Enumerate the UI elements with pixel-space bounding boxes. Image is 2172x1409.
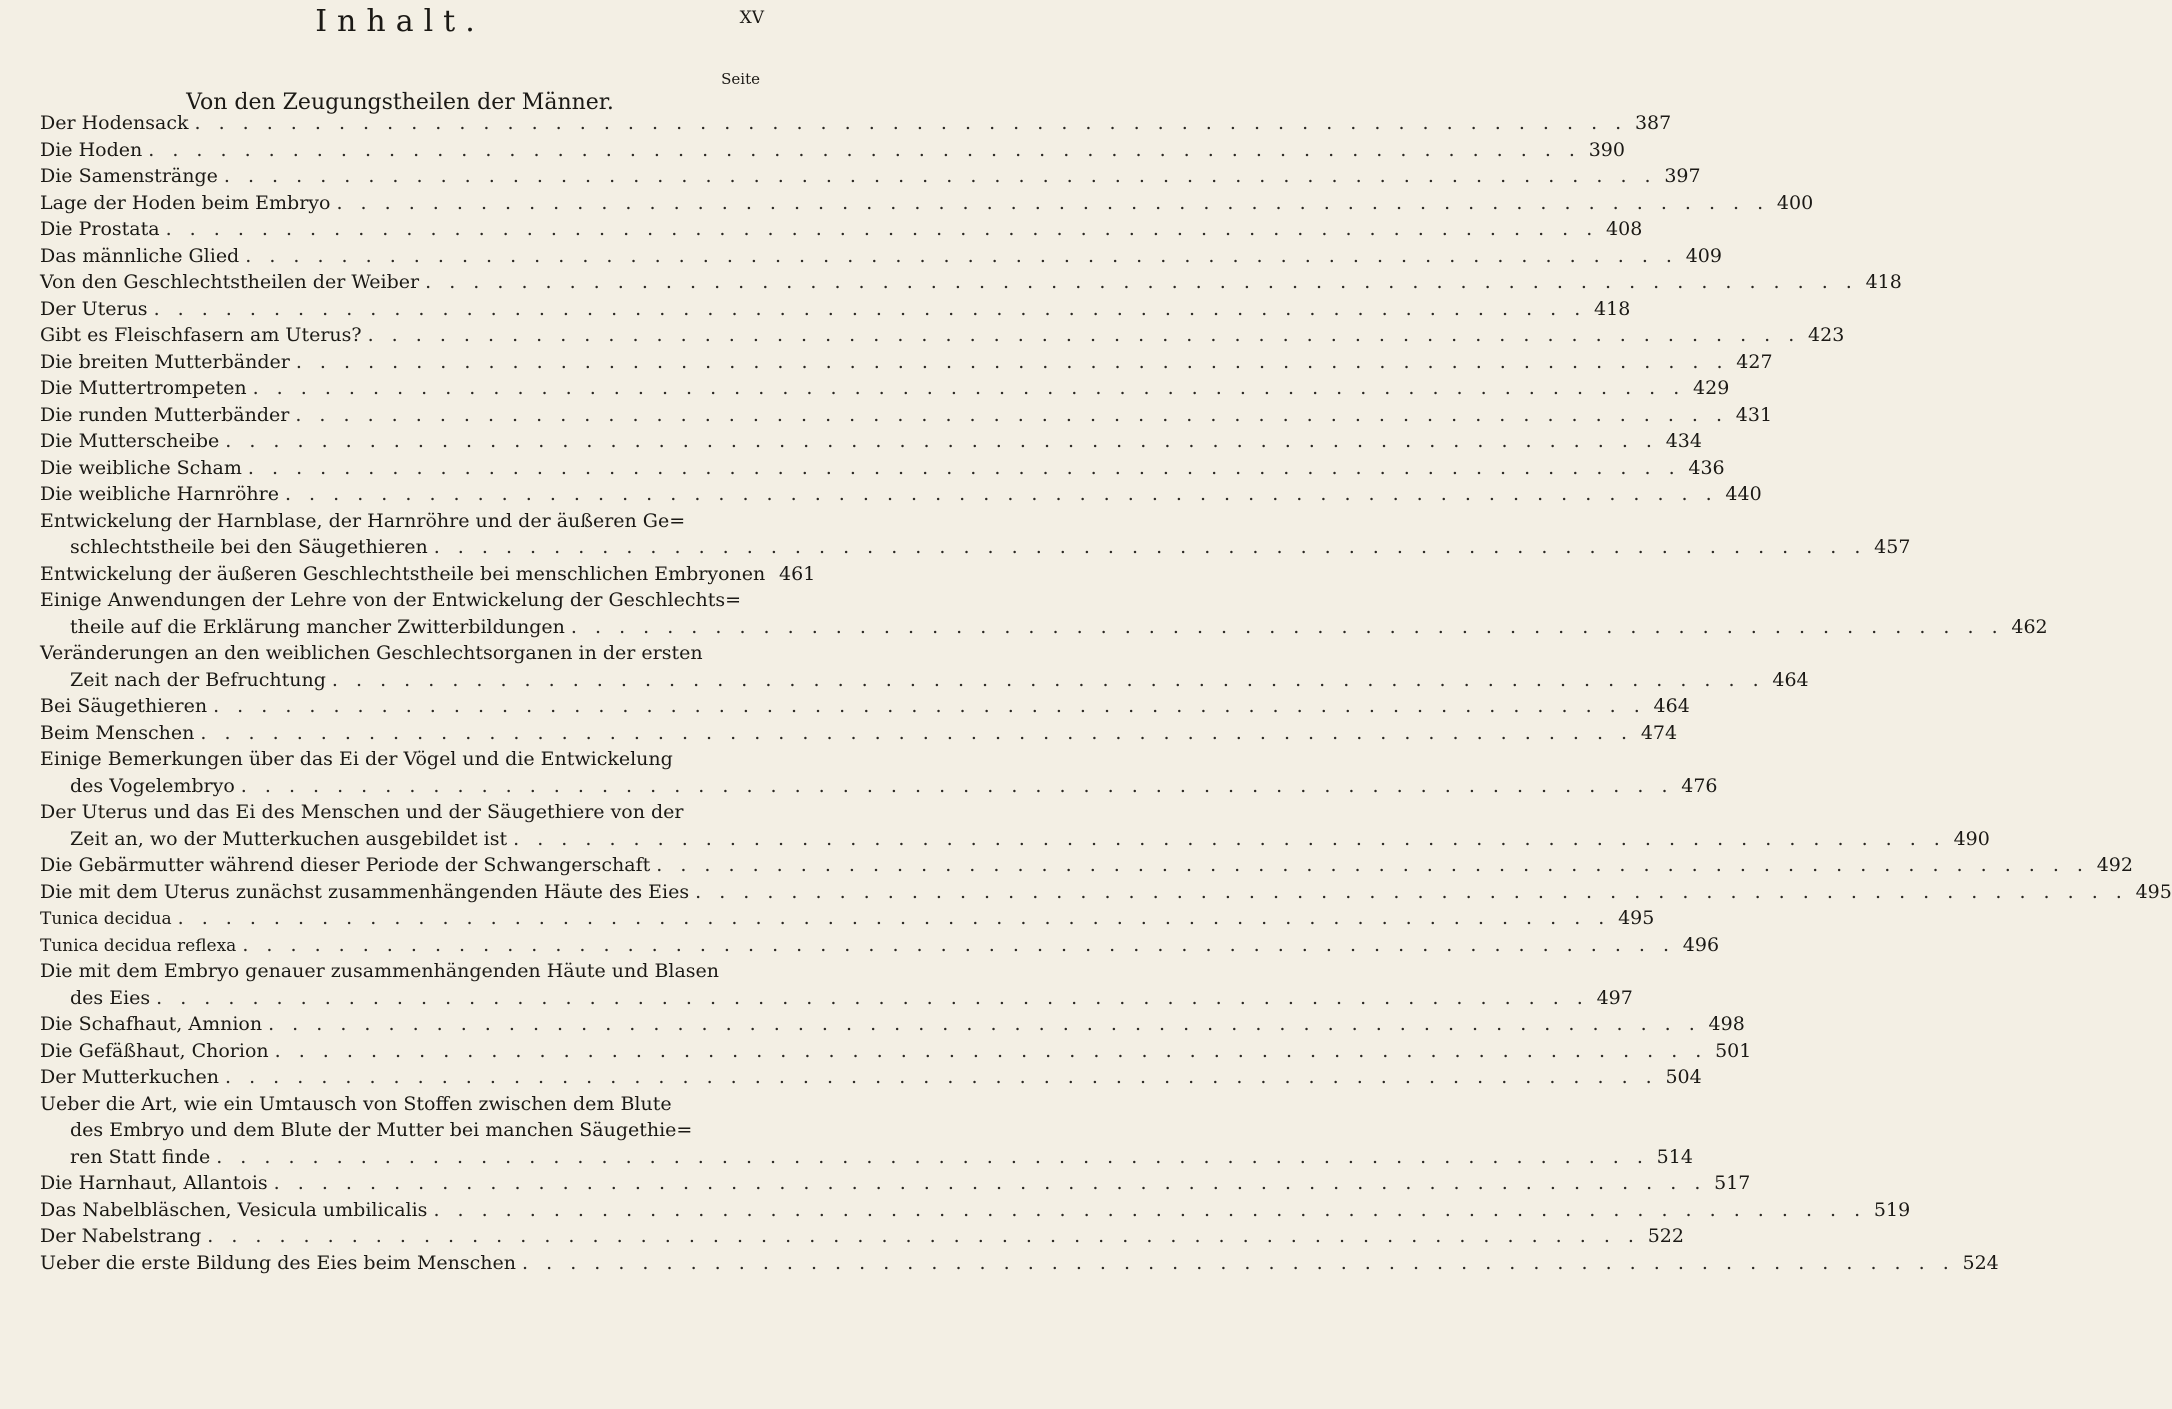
toc-entry	[40, 720, 1678, 746]
toc-entry-label: Lage der Hoden beim Embryo	[40, 191, 331, 214]
leader-dots: . . . . . . . . . . . . . . . . . . . . . . . . . . . . . . . . . . . . . . . . . . . . . . . . . . . . . . . . . . . .	[245, 244, 1678, 267]
toc-entry	[40, 879, 2172, 905]
leader-dots: . . . . . . . . . . . . . . . . . . . . . . . . . . . . . . . . . . . . . . . . . . . . . . . . . . . . . . . . . . . .	[367, 324, 1801, 346]
toc-entry-label: Die breiten Mutterbänder	[40, 350, 290, 373]
toc-entry-label: Das Nabelbläschen, Vesicula umbilicalis	[40, 1198, 428, 1221]
toc-page-number: 400	[1776, 191, 1814, 214]
toc-entry-label: Ueber die erste Bildung des Eies beim Menschen	[40, 1251, 517, 1274]
toc-entry	[40, 1223, 1684, 1249]
toc-entry-label: theile auf die Erklärung mancher Zwitterbildungen	[70, 615, 565, 638]
toc-page-number: 427	[1736, 350, 1773, 373]
toc-entry	[40, 1011, 1745, 1037]
toc-entry-label: schlechtstheile bei den Säugethieren	[70, 536, 428, 558]
toc-entry	[40, 1170, 1751, 1196]
toc-entry-line: Der Uterus und das Ei des Menschen und der Säugethiere von der	[40, 801, 684, 823]
toc-entry-label: Die Samenstränge	[40, 165, 218, 187]
toc-entry	[40, 163, 1701, 189]
leader-dots: . . . . . . . . . . . . . . . . . . . . . . . . . . . . . . . . . . . . . . . . . . . . . . . . . . . . . . . . . . . .	[240, 774, 1674, 797]
toc-page-number: 504	[1665, 1066, 1702, 1088]
leader-dots: . . . . . . . . . . . . . . . . . . . . . . . . . . . . . . . . . . . . . . . . . . . . . . . . . . . . . . . . . . . .	[274, 1039, 1708, 1062]
toc-entry	[40, 852, 2133, 878]
toc-entry	[40, 932, 1720, 958]
toc-entry-label: Der Nabelstrang	[40, 1225, 202, 1247]
toc-entry-label: Die weibliche Harnröhre	[40, 483, 279, 505]
toc-page-number: 434	[1665, 430, 1702, 452]
leader-dots: . . . . . . . . . . . . . . . . . . . . . . . . . . . . . . . . . . . . . . . . . . . . . . . . . . . . . . . . . . . .	[295, 403, 1729, 426]
toc-page-number: 492	[2096, 854, 2133, 876]
toc-entry-label: Die Harnhaut, Allantois	[40, 1172, 268, 1194]
toc-page-number: 522	[1647, 1225, 1684, 1247]
toc-entry	[40, 375, 1730, 401]
toc-entry-label: des Vogelembryo	[70, 774, 235, 797]
toc-entry	[70, 826, 1990, 852]
toc-entry	[40, 905, 1655, 931]
toc-page-number: 436	[1688, 456, 1725, 479]
section-title: Von den Zeugungstheilen der Männer.	[186, 90, 614, 115]
toc-entry-line: des Embryo und dem Blute der Mutter bei manchen Säugethie=	[70, 1119, 693, 1141]
toc-entry	[40, 137, 1625, 163]
toc-entry	[40, 1038, 1752, 1064]
toc-entry	[40, 561, 816, 587]
toc-page-number: 408	[1606, 218, 1643, 240]
toc-entry-label: Die weibliche Scham	[40, 456, 242, 479]
toc-page-number: 429	[1693, 377, 1730, 399]
toc-entry-label: Entwickelung der äußeren Geschlechtstheile bei menschlichen Embryonen	[40, 562, 766, 585]
leader-dots: . . . . . . . . . . . . . . . . . . . . . . . . . . . . . . . . . . . . . . . . . . . . . . . . . . . . . . . . . . . .	[247, 456, 1681, 479]
leader-dots: . . . . . . . . . . . . . . . . . . . . . . . . . . . . . . . . . . . . . . . . . . . . . . . . . . . . . . . . . . . .	[513, 827, 1946, 850]
leader-dots: . . . . . . . . . . . . . . . . . . . . . . . . . . . . . . . . . . . . . . . . . . . . . . . . . . . . . . . . . . . .	[295, 350, 1729, 373]
toc-page-number: 474	[1640, 721, 1678, 744]
leader-dots: . . . . . . . . . . . . . . . . . . . . . . . . . . . . . . . . . . . . . . . . . . . . . . . . . . . . . . . . . . . .	[252, 377, 1686, 399]
leader-dots: . . . . . . . . . . . . . . . . . . . . . . . . . . . . . . . . . . . . . . . . . . . . . . . . . . . . . . . . . . . .	[177, 907, 1611, 929]
toc-entry-line: Einige Bemerkungen über das Ei der Vögel und die Entwickelung	[40, 748, 673, 770]
toc-entry	[70, 614, 2048, 640]
running-header	[0, 0, 800, 40]
toc-entry-label: Der Uterus	[40, 297, 148, 320]
seite-label: Seite	[721, 70, 760, 88]
header-roman-numeral: XV	[739, 8, 764, 28]
toc-page-number: 461	[779, 562, 816, 585]
toc-page-number: 397	[1664, 165, 1701, 187]
leader-dots: . . . . . . . . . . . . . . . . . . . . . . . . . . . . . . . . . . . . . . . . . . . . . . . . . . . . . . . . . . . .	[207, 1225, 1640, 1247]
toc-entry	[40, 243, 1722, 269]
toc-page-number: 519	[1873, 1198, 1911, 1221]
header-title: Inhalt.	[315, 4, 485, 39]
leader-dots: . . . . . . . . . . . . . . . . . . . . . . . . . . . . . . . . . . . . . . . . . . . . . . . . . . . . . . . . . . . .	[242, 933, 1676, 956]
leader-dots: . . . . . . . . . . . . . . . . . . . . . . . . . . . . . . . . . . . . . . . . . . . . . . . . . . . . . . . . . . . .	[331, 668, 1765, 691]
toc-page-number: 418	[1865, 271, 1902, 293]
toc-entry	[40, 402, 1773, 428]
toc-entry	[40, 1250, 1999, 1276]
toc-page-number: 496	[1682, 933, 1720, 956]
toc-page-number: 501	[1715, 1039, 1752, 1062]
leader-dots: . . . . . . . . . . . . . . . . . . . . . . . . . . . . . . . . . . . . . . . . . . . . . . . . . . . . . . . . . . . .	[225, 430, 1658, 452]
toc-entry	[70, 1144, 1693, 1170]
leader-dots: . . . . . . . . . . . . . . . . . . . . . . . . . . . . . . . . . . . . . . . . . . . . . . . . . . . . . . . . . . . .	[156, 986, 1589, 1009]
toc-entry-label: Die Mutterscheibe	[40, 430, 220, 452]
toc-entry	[40, 349, 1773, 375]
toc-entry-label: Beim Menschen	[40, 721, 195, 744]
toc-entry-label: Die mit dem Uterus zunächst zusammenhängenden Häute des Eies	[40, 880, 690, 903]
leader-dots: . . . . . . . . . . . . . . . . . . . . . . . . . . . . . . . . . . . . . . . . . . . . . . . . . . . . . . . . . . . .	[153, 297, 1587, 320]
leader-dots: . . . . . . . . . . . . . . . . . . . . . . . . . . . . . . . . . . . . . . . . . . . . . . . . . . . . . . . . . . . .	[273, 1172, 1707, 1194]
toc-entry-label: des Eies	[70, 986, 151, 1009]
toc-entry-label: Die runden Mutterbänder	[40, 403, 290, 426]
toc-page-number: 524	[1962, 1251, 1999, 1274]
toc-entry	[40, 269, 1902, 295]
leader-dots: . . . . . . . . . . . . . . . . . . . . . . . . . . . . . . . . . . . . . . . . . . . . . . . . . . . . . . . . . . . .	[165, 218, 1599, 240]
toc-page-number: 464	[1772, 668, 1809, 691]
leader-dots: . . . . . . . . . . . . . . . . . . . . . . . . . . . . . . . . . . . . . . . . . . . . . . . . . . . . . . . . . . . .	[223, 165, 1657, 187]
toc-entry	[40, 428, 1702, 454]
toc-page-number: 390	[1588, 138, 1625, 161]
toc-page-number: 387	[1634, 112, 1672, 134]
leader-dots: . . . . . . . . . . . . . . . . . . . . . . . . . . . . . . . . . . . . . . . . . . . . . . . . . . . . . . . . . . . .	[336, 191, 1770, 214]
toc-entry-label: Tunica decidua	[40, 909, 172, 929]
toc-entry-label: Zeit nach der Befruchtung	[70, 668, 326, 691]
leader-dots: . . . . . . . . . . . . . . . . . . . . . . . . . . . . . . . . . . . . . . . . . . . . . . . . . . . . . . . . . . . .	[522, 1251, 1955, 1274]
leader-dots: . . . . . . . . . . . . . . . . . . . . . . . . . . . . . . . . . . . . . . . . . . . . . . . . . . . . . . . . . . . .	[433, 1198, 1867, 1221]
toc-entry	[40, 693, 1690, 719]
toc-page-number: 497	[1596, 986, 1633, 1009]
toc-entry-label: Gibt es Fleischfasern am Uterus?	[40, 324, 362, 346]
toc-page-number: 457	[1874, 536, 1911, 558]
leader-dots: . . . . . . . . . . . . . . . . . . . . . . . . . . . . . . . . . . . . . . . . . . . . . . . . . . . . . . . . . . . .	[148, 138, 1581, 161]
toc-entry	[40, 481, 1762, 507]
toc-entry-label: ren Statt finde	[70, 1145, 211, 1168]
toc-page-number: 498	[1708, 1013, 1745, 1035]
leader-dots: . . . . . . . . . . . . . . . . . . . . . . . . . . . . . . . . . . . . . . . . . . . . . . . . . . . . . . . . . . . .	[695, 880, 2128, 903]
leader-dots: . . . . . . . . . . . . . . . . . . . . . . . . . . . . . . . . . . . . . . . . . . . . . . . . . . . . . . . . . . . .	[570, 615, 2004, 638]
toc-page-number: 514	[1656, 1145, 1693, 1168]
toc-page-number: 440	[1725, 483, 1762, 505]
toc-entry	[40, 190, 1814, 216]
toc-entry	[40, 216, 1643, 242]
toc-entry-label: Tunica decidua reflexa	[40, 935, 237, 956]
toc-page-number: 490	[1953, 827, 1990, 850]
leader-dots: . . . . . . . . . . . . . . . . . . . . . . . . . . . . . . . . . . . . . . . . . . . . . . . . . . . . . . . . . . . .	[284, 483, 1718, 505]
toc-entry-line: Entwickelung der Harnblase, der Harnröhre und der äußeren Ge=	[40, 509, 686, 532]
leader-dots: . . . . . . . . . . . . . . . . . . . . . . . . . . . . . . . . . . . . . . . . . . . . . . . . . . . . . . . . . . . .	[225, 1066, 1658, 1088]
toc-entry-label: Zeit an, wo der Mutterkuchen ausgebildet ist	[70, 827, 508, 850]
toc-page-number: 423	[1808, 324, 1845, 346]
toc-page-number: 431	[1735, 403, 1773, 426]
toc-entry-label: Die Gebärmutter während dieser Periode der Schwangerschaft	[40, 854, 651, 876]
toc-entry-label: Bei Säugethieren	[40, 695, 208, 717]
toc-entry	[40, 1197, 1911, 1223]
toc-page-number: 409	[1685, 244, 1722, 267]
toc-entry-label: Die Muttertrompeten	[40, 377, 247, 399]
toc-page-number: 476	[1681, 774, 1718, 797]
leader-dots: . . . . . . . . . . . . . . . . . . . . . . . . . . . . . . . . . . . . . . . . . . . . . . . . . . . . . . . . . . . .	[433, 536, 1867, 558]
leader-dots: . . . . . . . . . . . . . . . . . . . . . . . . . . . . . . . . . . . . . . . . . . . . . . . . . . . . . . . . . . . .	[268, 1013, 1701, 1035]
toc-entry-label: Die Schafhaut, Amnion	[40, 1013, 263, 1035]
toc-entry-line: Die mit dem Embryo genauer zusammenhängenden Häute und Blasen	[40, 960, 720, 982]
toc-page-number: 495	[1618, 907, 1655, 929]
toc-entry	[40, 322, 1845, 348]
toc-entry	[40, 455, 1725, 481]
leader-dots: . . . . . . . . . . . . . . . . . . . . . . . . . . . . . . . . . . . . . . . . . . . . . . . . . . . . . . . . . . . .	[656, 854, 2089, 876]
toc-entry	[70, 985, 1633, 1011]
toc-entry-label: Von den Geschlechtstheilen der Weiber	[40, 271, 420, 293]
toc-page-number: 517	[1714, 1172, 1751, 1194]
leader-dots: . . . . . . . . . . . . . . . . . . . . . . . . . . . . . . . . . . . . . . . . . . . . . . . . . . . . . . . . . . . .	[216, 1145, 1649, 1168]
toc-page-number: 462	[2011, 615, 2048, 638]
toc-entry	[40, 110, 1672, 136]
toc-entry-label: Der Mutterkuchen	[40, 1066, 219, 1088]
toc-entry	[70, 667, 1809, 693]
toc-entry-line: Einige Anwendungen der Lehre von der Entwickelung der Geschlechts=	[40, 589, 742, 611]
leader-dots: . . . . . . . . . . . . . . . . . . . . . . . . . . . . . . . . . . . . . . . . . . . . . . . . . . . . . . . . . . . .	[194, 112, 1628, 134]
leader-dots: . . . . . . . . . . . . . . . . . . . . . . . . . . . . . . . . . . . . . . . . . . . . . . . . . . . . . . . . . . . .	[213, 695, 1646, 717]
toc-entry-label: Die Hoden	[40, 138, 143, 161]
leader-dots: . . . . . . . . . . . . . . . . . . . . . . . . . . . . . . . . . . . . . . . . . . . . . . . . . . . . . . . . . . . .	[425, 271, 1858, 293]
toc-entry-line: Veränderungen an den weiblichen Geschlechtsorganen in der ersten	[40, 642, 703, 664]
toc-entry-line: Ueber die Art, wie ein Umtausch von Stoffen zwischen dem Blute	[40, 1092, 672, 1115]
toc-entry-label: Die Gefäßhaut, Chorion	[40, 1039, 269, 1062]
toc-page-number: 418	[1594, 297, 1631, 320]
toc-entry	[70, 534, 1911, 560]
toc-entry	[40, 296, 1631, 322]
toc-page-number: 464	[1653, 695, 1690, 717]
toc-entry	[40, 1064, 1702, 1090]
toc-entry	[70, 773, 1718, 799]
toc-entry-label: Der Hodensack	[40, 112, 189, 134]
toc-entry-label: Das männliche Glied	[40, 244, 240, 267]
toc-entry-label: Die Prostata	[40, 218, 160, 240]
leader-dots: . . . . . . . . . . . . . . . . . . . . . . . . . . . . . . . . . . . . . . . . . . . . . . . . . . . . . . . . . . . .	[200, 721, 1634, 744]
toc-page-number: 495	[2135, 880, 2172, 903]
